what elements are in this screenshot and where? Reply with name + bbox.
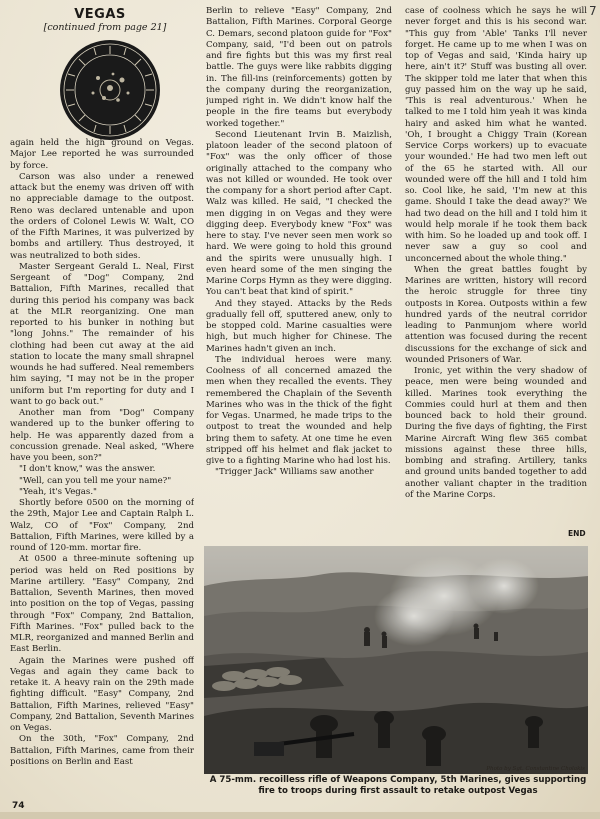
paragraph: At 0500 a three-minute softening up period was held on Red positions by Marine artillery. "Easy" Company, 2nd Battalion, Seventh Marines, then moved into position on the top of Vegas, passing through "Fox" Company, 2nd Battalion, Fifth Marines. "Fox" pulled back to the MLR, reorganized and manned Berlin and East Berlin. <box>10 554 194 655</box>
paragraph: Second Lieutenant Irvin B. Maizlish, platoon leader of the second platoon of "Fox" was the only officer of those originally attached to the company who was not killed or wounded. He took over the company for a short period after Capt. Walz was killed. He said, "I checked the men digging in on Vegas and they were digging deep. Everybody knew "Fox" was here to stay. I've never seen men work so hard. We were going to hold this ground and the spirits were unusually high. I even heard some of the men singing the Marine Corps Hymn as they were digging. You can't beat that kind of spirit." <box>206 129 392 298</box>
paragraph: "I don't know," was the answer. <box>19 464 156 475</box>
paragraph: Ironic, yet within the very shadow of peace, men were being wounded and killed. Marines took everything the Commies could hurl at them and then bounced back to hold their ground. During the five days of fighting, the First Marine Aircraft Wing flew 365 combat missions against these three hills, bombing and strafing. Artillery, tanks and ground units banded together to add another valiant chapter in the tradition of the Marine Corps. <box>405 366 587 500</box>
paragraph: Again the Marines were pushed off Vegas and again they came back to retake it. A heavy rain on the 29th made fighting difficult. "Easy" Company, 2nd Battalion, Fifth Marines, relieved "Easy" Company, 2nd Battalion, Seventh Marines on Vegas. <box>10 655 194 733</box>
battlefield-image <box>204 546 588 774</box>
paragraph: "Yeah, it's Vegas." <box>19 486 98 497</box>
paragraph: Another man from "Dog" Company wandered up to the bunker offering to help. He was apparently dazed from a concussion grenade. Neal asked, "Where have you been, son?" <box>10 408 194 463</box>
paragraph: "Well, can you tell me your name?" <box>19 475 172 486</box>
text-column-1 <box>10 138 194 796</box>
paragraph: again held the high ground on Vegas. Major Lee reported he was surrounded by force. <box>10 138 194 171</box>
battle-photo <box>204 546 588 774</box>
article-title: VEGAS <box>74 7 126 22</box>
photo-caption: A 75-mm. recoilless rifle of Weapons Company, 5th Marines, gives supporting fire to troops during first assault to retake outpost Vegas <box>209 775 587 796</box>
paragraph: Carson was also under a renewed attack but the enemy was driven off with no appreciable damage to the outpost. Reno was declared untenable and upon the orders of Colonel Lewis W. Walt, CO of the Fifth Marines, it was pulverized by bombs and artillery. Thus destroyed, it was neutralized to both sides. <box>10 171 194 261</box>
text-column-2 <box>206 6 392 540</box>
paragraph: The individual heroes were many. Coolness of all concerned amazed the men when they recalled the events. They remembered the Chaplain of the Seventh Marines who was in the thick of the fight for Vegas. Unarmed, he made trips to the outpost to treat the wounded and help bring them to safety. At one time he even stripped off his helmet and flak jacket to give to a fighting Marine who had lost his. <box>206 354 392 466</box>
text-column-3 <box>405 6 587 540</box>
paragraph: On the 30th, "Fox" Company, 2nd Battalion, Fifth Marines, came from their positions on Berlin and East <box>10 734 194 767</box>
page-edge <box>0 812 600 819</box>
page-number: 74 <box>12 801 25 811</box>
paragraph: And they stayed. Attacks by the Reds gradually fell off, sputtered anew, only to be stopped cold. Marine casualties were high, but much higher for Chinese. The Marines hadn't given an inch. <box>206 298 392 354</box>
paragraph: Berlin to relieve "Easy" Company, 2nd Battalion, Fifth Marines. Corporal George C. Demars, second platoon guide for "Fox" Company, said, "I'd been out on patrols and fire fights but this was my first real battle. The guys were like rabbits digging in. The fill-ins (reinforcements) gotten by the company during the reorganization, jumped right in. We didn't know half the people in the fire teams but everybody worked together." <box>206 6 392 129</box>
continued-note: [continued from page 21] <box>43 22 167 33</box>
paragraph: Shortly before 0500 on the morning of the 29th, Major Lee and Captain Ralph L. Walz, CO of "Fox" Company, 2nd Battalion, Fifth Marines, were killed by a round of 120-mm. mortar fire. <box>10 498 194 553</box>
paragraph: When the great battles fought by Marines are written, history will record the heroic struggle for three tiny outposts in Korea. Outposts within a few hundred yards of the neutral corridor leading to Panmunjom where world attention was focused during the recent discussions for the exchange of sick and wounded Prisoners of War. <box>405 264 587 365</box>
photo-credit: Photo by Sgt. Constantine Cholakis <box>486 766 585 772</box>
emblem-seal-icon <box>58 38 162 142</box>
paragraph: case of coolness which he says he will never forget and this is his second war. "This guy from 'Able' Tanks I'll never forget. He came up to me when I was on top of Vegas and said, 'Kinda hairy up here, ain't it?' Stuff was busting all over. The skipper told me later that when this guy passed him on the way up he said, 'This is real adventurous.' When he talked to me I told him yeah it was kinda hairy and asked him what he wanted. 'Oh, I brought a Chiggy Train (Korean Service Corps workers) up to evacuate your wounded.' He had two men left out of the 65 he started with. All our wounded were off the hill and I told him so. Cool like, he said, 'I'm new at this game. Should I take the dead away?' We had two dead on the hill and I told him it would help morale if he took them back with him. So he loaded up and took off. I never saw a guy so cool and unconcerned about the whole thing." <box>405 6 587 264</box>
paragraph: "Trigger Jack" Williams saw another <box>215 467 374 478</box>
corner-page-number: 7 <box>589 4 597 18</box>
paragraph: Master Sergeant Gerald L. Neal, First Sergeant of "Dog" Company, 2nd Battalion, Fifth Marines, recalled that during this period his company was back at the MLR reorganizing. One man reported to his bunker in nothing but "long Johns." The remainder of his clothing had been cut away at the aid station to locate the many small shrapnel wounds he had suffered. Neal remembers him saying, "I may not be in the proper uniform but I'm reporting for duty and I want to go back out." <box>10 261 194 407</box>
end-mark: END <box>568 529 586 538</box>
